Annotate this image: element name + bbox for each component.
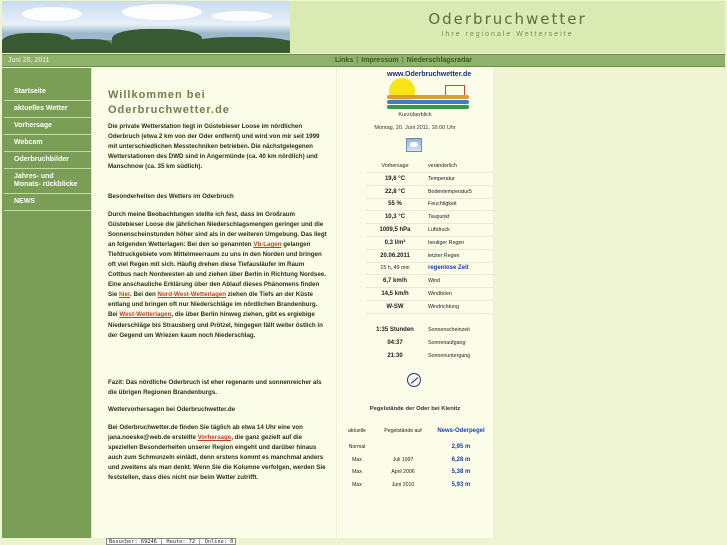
sun-row <box>366 324 494 336</box>
weather-value: 10,3 °C <box>384 214 406 221</box>
site-title: Oderbruchwetter <box>428 10 587 28</box>
impressum-link[interactable]: Impressum <box>361 57 399 64</box>
weather-paragraph <box>108 210 328 341</box>
weather-label: Temperatur <box>428 175 455 182</box>
fazit-paragraph: Fazit: Das nördliche Oderbruch ist eher regenarm und sonnenreicher als die übrigen Regionen Brandenburgs. <box>108 379 322 397</box>
weather-value: 14,5 km/h <box>381 291 409 297</box>
visitor-counter: Besucher: 69246 | Heute: 72 | Online: 0 <box>106 538 236 545</box>
weather-row <box>366 288 494 300</box>
nord-west-wetterlagen-link[interactable]: Nord-West-Wetterlagen <box>157 291 227 299</box>
weather-label: Windböen <box>428 291 452 297</box>
logo-text: www.Oderbruchwetter.de <box>387 71 472 78</box>
sun-label: Sonnenaufgang <box>428 340 466 346</box>
weather-label: letzter Regen <box>428 252 460 259</box>
sun-row <box>366 350 494 362</box>
top-links <box>335 57 472 64</box>
pegel-row <box>339 479 493 491</box>
weather-row <box>366 173 494 185</box>
weather-label: Taupunkt <box>428 214 450 221</box>
site-subtitle: Ihre regionale Wetterseite <box>441 31 574 38</box>
main-content <box>91 68 336 538</box>
weather-label: Luftdruck <box>428 227 450 233</box>
pegel-title: Pegelstände der Oder bei Kienitz <box>369 406 461 412</box>
pegel-header-cell: Pegelstände auf <box>384 428 422 434</box>
sun-value: 21:30 <box>387 353 403 359</box>
weather-label: regenlose Zeit <box>428 265 469 272</box>
pegel-row <box>339 466 493 478</box>
paragraph-text: Bei Oderbruchwetter.de finden Sie täglich ab etwa 14 Uhr eine von jana.noeske@web.de erstellte <box>108 424 303 442</box>
weather-label: Feuchtigkeit <box>428 201 457 208</box>
weather-row <box>366 262 494 274</box>
section-heading-besonderheiten: Besonderheiten des Wetters im Oderbruch <box>108 193 234 200</box>
weather-label: veränderlich <box>428 163 457 169</box>
weather-label: Wind <box>428 278 441 285</box>
west-wetterlagen-link[interactable]: West-Wetterlagen <box>119 311 172 319</box>
weather-value: 15 h, 49 min <box>380 265 410 272</box>
weather-value: Vorhersage <box>381 163 409 169</box>
sun-value: 1:35 Stunden <box>376 327 414 333</box>
site-logo[interactable] <box>387 71 472 109</box>
weather-row <box>366 186 494 198</box>
weather-row <box>366 224 494 236</box>
hier-link[interactable]: hier <box>119 291 131 299</box>
pegel-row <box>339 441 493 453</box>
paragraph-text: . Bei den <box>130 291 158 299</box>
sun-row <box>366 337 494 349</box>
header-landscape-photo <box>2 1 290 53</box>
weather-label: Windrichtung <box>428 303 459 310</box>
overview-title: Kurzüberblick <box>398 112 432 118</box>
wind-direction-icon <box>407 373 421 387</box>
sun-value: 04:37 <box>387 340 403 346</box>
weather-row <box>366 275 494 287</box>
sun-label: Sonnenuntergang <box>428 353 471 359</box>
weather-value: 1009,5 hPa <box>379 227 411 233</box>
paragraph-text: ziehen die Tiefs an der Küste entlang und bringen oft nur Niederschläge im nördlichen Brandenburg. Bei <box>108 291 318 319</box>
links-link[interactable]: Links <box>335 57 354 64</box>
intro-paragraph: Die private Wetterstation liegt in Güstebieser Loose im nördlichen Oderbruch (etwa 2 km von der Oder entfernt) und wird von mir seit 1999 mit unterschiedlichen Messtechniken betrieben. Die nächstgelegenen Wetterstationen des DWD sind in Angermünde (ca. 40 km nördlich) und Manschnow (ca. 35 km südlich). <box>108 123 320 171</box>
weather-value: W-SW <box>386 303 404 310</box>
overview-datetime: Montag, 20. Juni 2011, 16:00 Uhr <box>374 125 456 131</box>
sun-label: Sonnenscheinzeit <box>428 327 470 333</box>
weather-row <box>366 160 494 172</box>
weather-row <box>366 211 494 223</box>
sidebar-item-aktuelles-wetter[interactable]: aktuelles Wetter <box>4 101 91 118</box>
weather-overview-panel <box>337 68 493 538</box>
sidebar <box>2 68 91 538</box>
pegel-cell: Juni 2010 <box>391 481 415 488</box>
weather-value: 0,3 l/m² <box>384 239 406 246</box>
pegel-cell: Normal <box>348 444 366 450</box>
paragraph-text: gelangen Tiefdruckgebiete vom Mittelmeerraum zu uns in den Norden und bringen oft viel Regen mit sich. Häufig drehen diese Tiefausläufer im Raum Cottbus nach Nordwesten ab und ziehen über Berlin in Richtung Nordsee. Eine anschauliche Erklärung über den Ablauf dieses Phänomens finden Sie <box>108 241 326 299</box>
pegel-cell: Max <box>352 456 362 463</box>
pegel-cell: 2,95 m <box>451 444 471 450</box>
weather-row <box>366 301 494 313</box>
forecast-paragraph <box>108 423 328 483</box>
weather-label: heutiger Regen <box>428 239 465 246</box>
pegel-header-row <box>339 425 493 437</box>
sidebar-item-news[interactable]: NEWS <box>4 194 91 211</box>
pegel-cell: Max <box>352 481 362 488</box>
paragraph-text: , die über Berlin hinweg ziehen, gibt es ergiebige Niederschläge bis Strausberg und Prötzel, hingegen fällt weiter östlich in der Gegend um Wriezen kaum noch Niederschlag. <box>108 311 323 339</box>
welcome-heading <box>108 88 230 118</box>
sidebar-item-rueckblicke[interactable]: Jahres- und Monats- rückblicke <box>4 169 91 194</box>
weather-value: 55 % <box>388 201 402 208</box>
pegel-header-cell: aktuelle <box>348 428 366 434</box>
niederschlagsradar-link[interactable]: Niederschlagsradar <box>406 57 472 64</box>
top-nav-bar <box>2 54 725 67</box>
news-oderpegel-link[interactable]: News-Oderpegel <box>437 428 485 434</box>
weather-row <box>366 250 494 262</box>
pegel-cell: 5,93 m <box>451 481 471 488</box>
sidebar-item-oderbruchbilder[interactable]: Oderbruchbilder <box>4 152 91 169</box>
separator: | <box>401 57 404 64</box>
weather-value: 22,8 °C <box>384 188 406 195</box>
cloud-icon <box>406 138 422 152</box>
paragraph-text: , die ganz gezielt auf die speziellen Besonderheiten unserer Region eingeht und darüber hinaus auch zum Schmunzeln einlädt, denn erstens kommt es manchmal anders und zweitens als man denkt. Wenn Sie die Kolumne verfolgen, werden Sie feststellen, dass dies nicht nur beim Wetter zutrifft. <box>108 434 326 482</box>
pegel-cell: 5,38 m <box>451 469 471 475</box>
row-divider <box>366 313 494 314</box>
pegel-cell: Juli 1997 <box>392 456 414 463</box>
sidebar-item-vorhersage[interactable]: Vorhersage <box>4 118 91 135</box>
pegel-cell: April 2006 <box>391 469 415 475</box>
section-heading-vorhersagen: Wettervorhersagen bei Oderbruchwetter.de <box>108 406 236 413</box>
weather-value: 19,6 °C <box>384 175 406 182</box>
pegel-cell: 6,28 m <box>451 456 471 463</box>
pegel-row <box>339 454 493 466</box>
vorhersage-link[interactable]: Vorhersage <box>197 434 232 442</box>
paragraph-text: Durch meine Beobachtungen stellte ich fest, dass im Großraum Güstebieser Loose die jährlichen Niederschlagsmengen geringer und die Sonnenscheinstunden höher sind als in der weiteren Umgebung. Das liegt an folgenden Wetterlagen: Bei den so genannten <box>108 211 327 249</box>
sidebar-item-startseite[interactable]: Startseite <box>4 84 91 101</box>
weather-row <box>366 198 494 210</box>
pegel-cell: Max <box>352 469 362 475</box>
welcome-heading-line2: Oderbruchwetter.de <box>108 103 230 116</box>
weather-label: Bodentemperatur5 <box>428 188 472 195</box>
weather-row <box>366 237 494 249</box>
welcome-heading-line1: Willkommen bei <box>108 89 206 101</box>
separator: | <box>356 57 359 64</box>
vb-lagen-link[interactable]: Vb-Lagen <box>253 241 282 249</box>
weather-value: 6,7 km/h <box>382 278 407 285</box>
current-date: Juni 20, 2011 <box>8 57 50 64</box>
sidebar-item-webcam[interactable]: Webcam <box>4 135 91 152</box>
weather-value: 20.06.2011 <box>380 252 410 259</box>
header-banner <box>290 1 725 53</box>
